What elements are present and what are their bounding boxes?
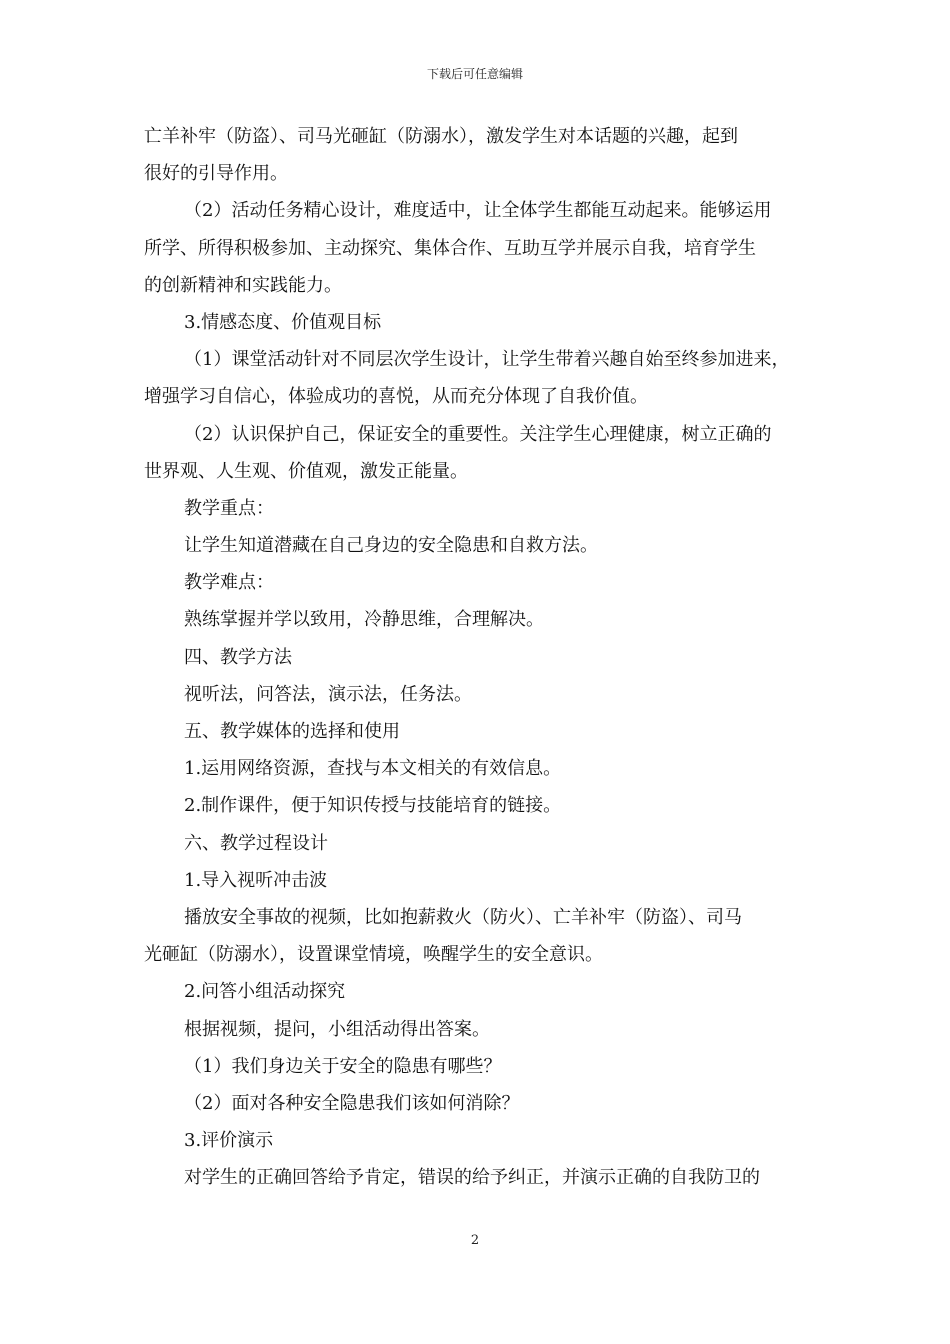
text-line: 很好的引导作用。 (144, 163, 288, 185)
text-line: （2）面对各种安全隐患我们该如何消除？ (184, 1092, 520, 1114)
text-line: （2）活动任务精心设计，难度适中，让全体学生都能互动起来。能够运用 (184, 200, 772, 222)
section-heading: 教学难点： (184, 572, 274, 594)
text-line: 1.运用网络资源，查找与本文相关的有效信息。 (184, 758, 562, 780)
section-heading: 四、教学方法 (184, 646, 292, 668)
text-line: 2.制作课件，便于知识传授与技能培育的链接。 (184, 795, 562, 817)
section-heading: 六、教学过程设计 (184, 832, 328, 854)
section-heading: 2.问答小组活动探究 (184, 981, 346, 1003)
text-line: 光砸缸（防溺水），设置课堂情境，唤醒学生的安全意识。 (144, 944, 603, 966)
text-line: （1）课堂活动针对不同层次学生设计，让学生带着兴趣自始至终参加进来， (184, 349, 790, 371)
text-line: 视听法，问答法，演示法，任务法。 (184, 683, 472, 705)
page-number: 2 (470, 1233, 480, 1248)
section-heading: 五、教学媒体的选择和使用 (184, 721, 400, 742)
page-header: 下载后可任意编辑 (426, 67, 523, 81)
text-line: 对学生的正确回答给予肯定，错误的给予纠正，并演示正确的自我防卫的 (184, 1167, 760, 1189)
document-body (144, 118, 820, 1196)
text-line: 根据视频，提问，小组活动得出答案。 (184, 1018, 490, 1040)
text-line: 世界观、人生观、价值观，激发正能量。 (144, 460, 468, 482)
text-line: 所学、所得积极参加、主动探究、集体合作、互助互学并展示自我，培育学生 (144, 237, 756, 259)
text-line: 增强学习自信心，体验成功的喜悦，从而充分体现了自我价值。 (144, 386, 648, 408)
text-line: 播放安全事故的视频，比如抱薪救火（防火）、亡羊补牢（防盗）、司马 (184, 906, 742, 928)
text-line: （2）认识保护自己，保证安全的重要性。关注学生心理健康，树立正确的 (184, 423, 772, 445)
text-line: （1）我们身边关于安全的隐患有哪些？ (184, 1055, 502, 1077)
section-heading: 3.评价演示 (184, 1130, 274, 1152)
text-line: 亡羊补牢（防盗）、司马光砸缸（防溺水），激发学生对本话题的兴趣，起到 (144, 126, 738, 147)
text-line: 让学生知道潜藏在自己身边的安全隐患和自救方法。 (184, 535, 598, 557)
text-line: 熟练掌握并学以致用，冷静思维，合理解决。 (184, 609, 544, 631)
text-line: 的创新精神和实践能力。 (144, 274, 342, 296)
section-heading: 3.情感态度、价值观目标 (184, 311, 382, 333)
section-heading: 1.导入视听冲击波 (184, 869, 328, 891)
section-heading: 教学重点： (184, 497, 274, 519)
